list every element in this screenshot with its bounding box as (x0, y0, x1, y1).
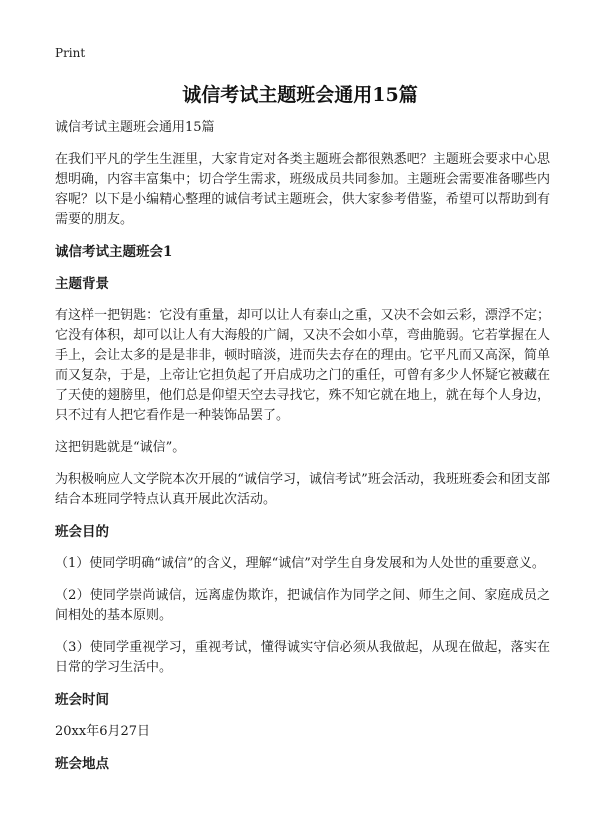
purpose-item: （2）使同学崇尚诚信，远离虚伪欺诈，把诚信作为同学之间、师生之间、家庭成员之间相处的基本原则。 (55, 588, 550, 623)
key-paragraph: 这把钥匙就是“诚信”。 (55, 440, 186, 455)
location-heading: 班会地点 (55, 756, 109, 772)
time-heading: 班会时间 (55, 692, 109, 708)
print-link[interactable]: Print (55, 46, 86, 60)
response-paragraph: 为积极响应人文学院本次开展的“诚信学习，诚信考试”班会活动，我班班委会和团支部结合本班同学特点认真开展此次活动。 (55, 472, 550, 507)
background-paragraph: 有这样一把钥匙：它没有重量，却可以让人有泰山之重，又决不会如云彩，漂浮不定；它没有体积，却可以让人有大海般的广阔，又决不会如小草，弯曲脆弱。它若掌握在人手上，会让太多的是是非非，顿时暗淡，进而失去存在的理由。它平凡而又高深，简单而又复杂，于是，上帝让它担负起了开启成功之门的重任，可曾有多少人怀疑它被藏在了天使的翅膀里，他们总是仰望天空去寻找它，殊不知它就在地上，就在每个人身边，只不过有人把它看作是一种装饰品罢了。 (55, 308, 550, 423)
purpose-item: （3）使同学重视学习，重视考试，懂得诚实守信必须从我做起，从现在做起，落实在日常的学习生活中。 (55, 640, 550, 675)
purpose-item: （1）使同学明确“诚信”的含义，理解“诚信”对学生自身发展和为人处世的重要意义。 (55, 556, 545, 571)
document-subtitle: 诚信考试主题班会通用15篇 (55, 120, 215, 135)
page-title: 诚信考试主题班会通用15篇 (182, 84, 418, 106)
purpose-heading: 班会目的 (55, 524, 109, 540)
document-body (55, 118, 550, 786)
intro-paragraph: 在我们平凡的学生生涯里，大家肯定对各类主题班会都很熟悉吧？主题班会要求中心思想明确，内容丰富集中；切合学生需求，班级成员共同参加。主题班会需要准备哪些内容呢？以下是小编精心整理的诚信考试主题班会，供大家参考借鉴，希望可以帮助到有需要的朋友。 (55, 152, 550, 227)
background-heading: 主题背景 (55, 276, 109, 292)
section-heading: 诚信考试主题班会1 (55, 244, 173, 260)
time-value: 20xx年6月27日 (55, 724, 151, 739)
